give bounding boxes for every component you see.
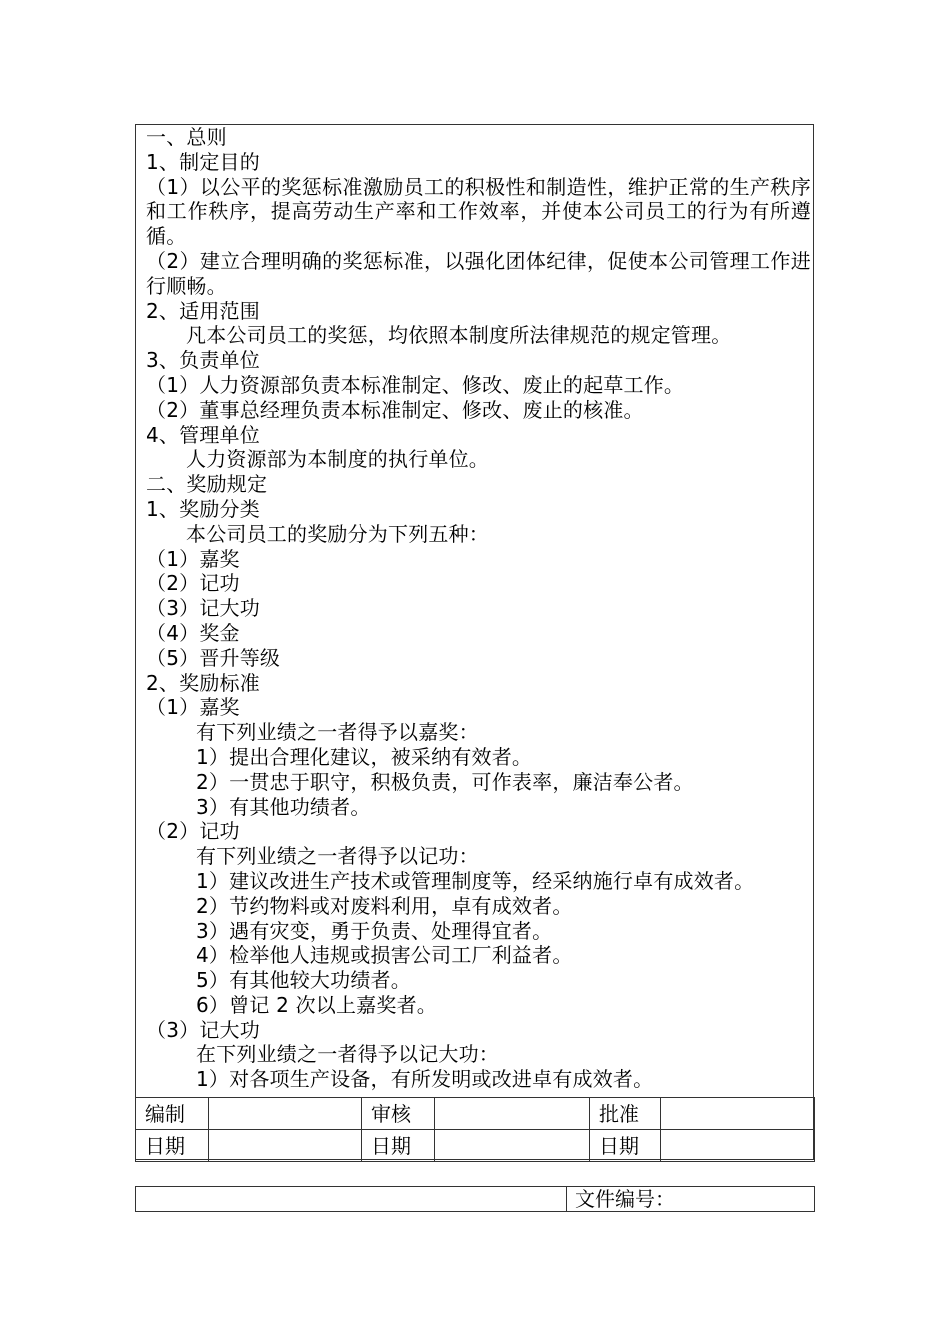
reviewed-label: 审核 [362, 1098, 435, 1130]
document-line: 3、负责单位 [146, 348, 260, 373]
date-value-cell-3[interactable] [661, 1130, 815, 1162]
document-line: 2、适用范围 [146, 298, 260, 323]
footer-blank-cell [136, 1187, 567, 1211]
document-line: 2）节约物料或对废料利用，卓有成效者。 [196, 893, 573, 918]
document-line: （1）嘉奖 [146, 546, 240, 571]
document-line: 4）检举他人违规或损害公司工厂利益者。 [196, 943, 573, 968]
document-line: 1）对各项生产设备，有所发明或改进卓有成效者。 [196, 1067, 654, 1092]
document-line: 凡本公司员工的奖惩，均依照本制度所法律规范的规定管理。 [186, 323, 732, 348]
document-line: （2）董事总经理负责本标准制定、修改、废止的核准。 [146, 397, 644, 422]
date-value-cell-2[interactable] [435, 1130, 590, 1162]
approved-value-cell[interactable] [661, 1098, 815, 1130]
document-line: 二、奖励规定 [146, 472, 268, 497]
date-label-1: 日期 [136, 1130, 209, 1162]
signoff-table [135, 1097, 815, 1162]
document-line: 2、奖励标准 [146, 670, 260, 695]
document-line: 在下列业绩之一者得予以记大功： [196, 1042, 499, 1067]
signoff-row-dates [136, 1130, 815, 1162]
document-line: （3）记大功 [146, 596, 260, 621]
document-line: 人力资源部为本制度的执行单位。 [186, 447, 489, 472]
approved-label: 批准 [590, 1098, 661, 1130]
document-line: 1、奖励分类 [146, 496, 260, 521]
document-line: （2）建立合理明确的奖惩标准，以强化团体纪律，促使本公司管理工作进行顺畅。 [146, 248, 811, 298]
reviewed-value-cell[interactable] [435, 1098, 590, 1130]
document-line: 1）建议改进生产技术或管理制度等，经采纳施行卓有成效者。 [196, 868, 755, 893]
signoff-row-prepared [136, 1098, 815, 1130]
document-line: （3）记大功 [146, 1017, 260, 1042]
document-line: 6）曾记 2 次以上嘉奖者。 [196, 992, 437, 1017]
document-line: 本公司员工的奖励分为下列五种： [186, 521, 489, 546]
document-line: 4、管理单位 [146, 422, 260, 447]
file-number-label: 文件编号： [575, 1187, 675, 1211]
document-line: 5）有其他较大功绩者。 [196, 968, 411, 993]
date-label-2: 日期 [362, 1130, 435, 1162]
document-line: 一、总则 [146, 125, 227, 149]
document-line: 1）提出合理化建议，被采纳有效者。 [196, 744, 533, 769]
document-line: （4）奖金 [146, 620, 240, 645]
document-line: （2）记功 [146, 819, 240, 844]
date-label-3: 日期 [590, 1130, 661, 1162]
document-line: 3）有其他功绩者。 [196, 794, 371, 819]
document-line: （5）晋升等级 [146, 645, 281, 670]
document-line: 有下列业绩之一者得予以嘉奖： [196, 720, 479, 745]
document-line: （1）人力资源部负责本标准制定、修改、废止的起草工作。 [146, 372, 685, 397]
document-line: （1）嘉奖 [146, 695, 240, 720]
document-line: 2）一贯忠于职守，积极负责，可作表率，廉洁奉公者。 [196, 769, 694, 794]
document-line: （2）记功 [146, 571, 240, 596]
document-line: 1、制定目的 [146, 149, 260, 174]
date-value-cell-1[interactable] [209, 1130, 362, 1162]
prepared-label: 编制 [136, 1098, 209, 1130]
document-line: 有下列业绩之一者得予以记功： [196, 844, 479, 869]
document-frame [135, 124, 814, 1160]
document-line: 3）遇有灾变，勇于负责、处理得宜者。 [196, 918, 553, 943]
footer-file-number-box [135, 1186, 815, 1212]
document-line: （1）以公平的奖惩标准激励员工的积极性和制造性，维护正常的生产秩序和工作秩序，提高劳动生产率和工作效率，并使本公司员工的行为有所遵循。 [146, 174, 811, 249]
document-body [146, 125, 811, 1096]
prepared-value-cell[interactable] [209, 1098, 362, 1130]
